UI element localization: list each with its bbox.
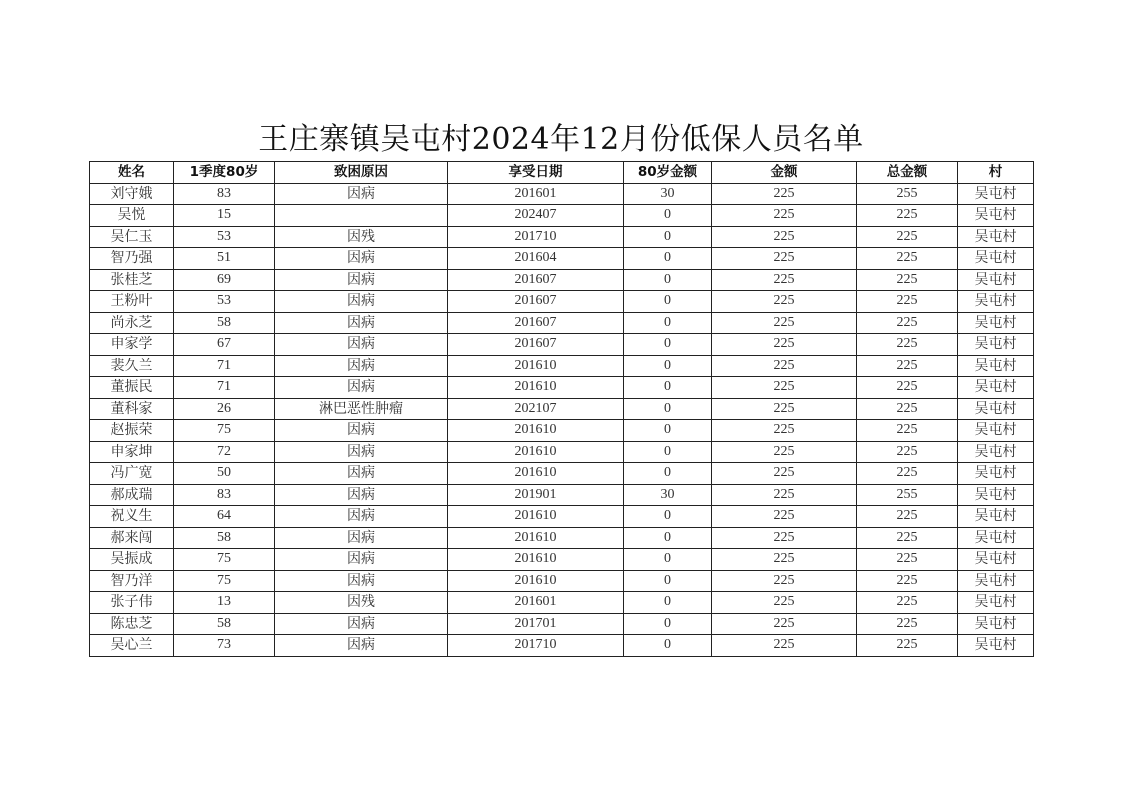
cell-village: 吴屯村 [958,484,1034,506]
cell-age-80-amount: 0 [624,613,712,635]
cell-amount: 225 [712,398,857,420]
cell-amount: 225 [712,549,857,571]
cell-age-80-amount: 0 [624,226,712,248]
cell-start-date: 201610 [448,377,624,399]
cell-q1-age-80: 83 [174,183,275,205]
cell-age-80-amount: 0 [624,312,712,334]
cell-start-date: 201710 [448,635,624,657]
cell-name: 尚永芝 [90,312,174,334]
cell-hardship-reason: 因病 [275,527,448,549]
cell-q1-age-80: 53 [174,226,275,248]
cell-total-amount: 225 [857,613,958,635]
header-hardship-reason: 致困原因 [275,162,448,184]
cell-amount: 225 [712,613,857,635]
cell-hardship-reason: 因病 [275,613,448,635]
cell-age-80-amount: 0 [624,377,712,399]
cell-q1-age-80: 75 [174,549,275,571]
cell-q1-age-80: 73 [174,635,275,657]
cell-start-date: 201610 [448,549,624,571]
cell-total-amount: 225 [857,527,958,549]
cell-village: 吴屯村 [958,420,1034,442]
cell-q1-age-80: 71 [174,377,275,399]
cell-q1-age-80: 58 [174,613,275,635]
cell-age-80-amount: 0 [624,441,712,463]
cell-hardship-reason: 因病 [275,269,448,291]
cell-start-date: 201610 [448,441,624,463]
header-q1-age-80: 1季度80岁 [174,162,275,184]
cell-age-80-amount: 0 [624,291,712,313]
cell-age-80-amount: 0 [624,420,712,442]
cell-age-80-amount: 0 [624,355,712,377]
table-row [90,205,1034,227]
cell-amount: 225 [712,355,857,377]
cell-total-amount: 225 [857,248,958,270]
recipient-table [89,161,1034,657]
cell-start-date: 201607 [448,291,624,313]
table-row [90,269,1034,291]
table-row [90,592,1034,614]
cell-village: 吴屯村 [958,549,1034,571]
cell-hardship-reason: 因病 [275,549,448,571]
cell-village: 吴屯村 [958,592,1034,614]
table-row [90,355,1034,377]
table-row [90,527,1034,549]
cell-start-date: 202107 [448,398,624,420]
table-row [90,441,1034,463]
cell-name: 祝义生 [90,506,174,528]
table-row [90,613,1034,635]
cell-hardship-reason: 因病 [275,420,448,442]
header-age-80-amount: 80岁金额 [624,162,712,184]
cell-total-amount: 225 [857,205,958,227]
cell-amount: 225 [712,205,857,227]
cell-amount: 225 [712,484,857,506]
cell-village: 吴屯村 [958,506,1034,528]
cell-village: 吴屯村 [958,183,1034,205]
cell-start-date: 201610 [448,355,624,377]
cell-hardship-reason: 因病 [275,312,448,334]
cell-amount: 225 [712,592,857,614]
cell-q1-age-80: 15 [174,205,275,227]
cell-age-80-amount: 30 [624,484,712,506]
cell-village: 吴屯村 [958,355,1034,377]
cell-name: 郝来闯 [90,527,174,549]
cell-age-80-amount: 0 [624,592,712,614]
cell-name: 申家坤 [90,441,174,463]
cell-q1-age-80: 53 [174,291,275,313]
cell-q1-age-80: 58 [174,312,275,334]
cell-age-80-amount: 0 [624,205,712,227]
cell-village: 吴屯村 [958,377,1034,399]
cell-name: 裴久兰 [90,355,174,377]
cell-hardship-reason: 因病 [275,506,448,528]
cell-total-amount: 225 [857,291,958,313]
cell-hardship-reason: 因病 [275,484,448,506]
cell-village: 吴屯村 [958,269,1034,291]
cell-age-80-amount: 0 [624,506,712,528]
cell-hardship-reason: 因病 [275,635,448,657]
cell-total-amount: 225 [857,377,958,399]
cell-amount: 225 [712,635,857,657]
cell-total-amount: 225 [857,570,958,592]
cell-age-80-amount: 0 [624,549,712,571]
table-row [90,484,1034,506]
cell-total-amount: 255 [857,484,958,506]
cell-hardship-reason: 淋巴恶性肿瘤 [275,398,448,420]
table-header-row [90,162,1034,184]
header-name: 姓名 [90,162,174,184]
cell-total-amount: 225 [857,312,958,334]
header-amount: 金额 [712,162,857,184]
table-row [90,334,1034,356]
cell-q1-age-80: 83 [174,484,275,506]
header-total-amount: 总金额 [857,162,958,184]
cell-amount: 225 [712,312,857,334]
cell-name: 吴仁玉 [90,226,174,248]
cell-q1-age-80: 72 [174,441,275,463]
cell-age-80-amount: 30 [624,183,712,205]
header-start-date: 享受日期 [448,162,624,184]
cell-start-date: 202407 [448,205,624,227]
cell-age-80-amount: 0 [624,248,712,270]
cell-village: 吴屯村 [958,248,1034,270]
table-row [90,570,1034,592]
cell-hardship-reason [275,205,448,227]
cell-hardship-reason: 因病 [275,377,448,399]
cell-amount: 225 [712,248,857,270]
cell-name: 申家学 [90,334,174,356]
cell-total-amount: 225 [857,355,958,377]
cell-name: 吴振成 [90,549,174,571]
cell-name: 董振民 [90,377,174,399]
cell-amount: 225 [712,463,857,485]
page-title: 王庄寨镇吴屯村2024年12月份低保人员名单 [258,122,864,157]
cell-village: 吴屯村 [958,463,1034,485]
table-row [90,312,1034,334]
cell-village: 吴屯村 [958,613,1034,635]
cell-name: 冯广宽 [90,463,174,485]
cell-amount: 225 [712,226,857,248]
cell-name: 陈忠芝 [90,613,174,635]
cell-total-amount: 225 [857,334,958,356]
table-row [90,248,1034,270]
cell-name: 智乃强 [90,248,174,270]
cell-village: 吴屯村 [958,570,1034,592]
cell-start-date: 201610 [448,463,624,485]
cell-total-amount: 225 [857,549,958,571]
cell-name: 吴悦 [90,205,174,227]
cell-total-amount: 255 [857,183,958,205]
cell-name: 吴心兰 [90,635,174,657]
cell-village: 吴屯村 [958,291,1034,313]
table-row [90,377,1034,399]
cell-q1-age-80: 50 [174,463,275,485]
cell-village: 吴屯村 [958,226,1034,248]
cell-amount: 225 [712,441,857,463]
cell-start-date: 201607 [448,269,624,291]
cell-age-80-amount: 0 [624,398,712,420]
cell-total-amount: 225 [857,441,958,463]
cell-start-date: 201710 [448,226,624,248]
cell-age-80-amount: 0 [624,570,712,592]
cell-name: 董科家 [90,398,174,420]
cell-name: 张子伟 [90,592,174,614]
table-body [90,183,1034,656]
cell-village: 吴屯村 [958,334,1034,356]
cell-amount: 225 [712,506,857,528]
cell-hardship-reason: 因病 [275,355,448,377]
cell-amount: 225 [712,334,857,356]
cell-start-date: 201610 [448,506,624,528]
cell-total-amount: 225 [857,226,958,248]
cell-village: 吴屯村 [958,312,1034,334]
cell-hardship-reason: 因残 [275,226,448,248]
cell-start-date: 201601 [448,183,624,205]
table-row [90,291,1034,313]
cell-name: 王粉叶 [90,291,174,313]
cell-start-date: 201901 [448,484,624,506]
cell-q1-age-80: 51 [174,248,275,270]
cell-amount: 225 [712,527,857,549]
cell-hardship-reason: 因病 [275,334,448,356]
cell-start-date: 201701 [448,613,624,635]
table-row [90,635,1034,657]
cell-q1-age-80: 26 [174,398,275,420]
cell-q1-age-80: 64 [174,506,275,528]
cell-q1-age-80: 71 [174,355,275,377]
table-row [90,226,1034,248]
cell-start-date: 201601 [448,592,624,614]
cell-village: 吴屯村 [958,527,1034,549]
table-row [90,549,1034,571]
cell-name: 张桂芝 [90,269,174,291]
cell-q1-age-80: 67 [174,334,275,356]
cell-name: 赵振荣 [90,420,174,442]
table-row [90,506,1034,528]
cell-start-date: 201610 [448,570,624,592]
cell-q1-age-80: 13 [174,592,275,614]
cell-amount: 225 [712,570,857,592]
cell-name: 刘守娥 [90,183,174,205]
cell-total-amount: 225 [857,269,958,291]
cell-amount: 225 [712,183,857,205]
cell-start-date: 201604 [448,248,624,270]
cell-total-amount: 225 [857,592,958,614]
cell-hardship-reason: 因病 [275,183,448,205]
cell-age-80-amount: 0 [624,269,712,291]
cell-start-date: 201610 [448,527,624,549]
cell-total-amount: 225 [857,463,958,485]
cell-q1-age-80: 69 [174,269,275,291]
cell-hardship-reason: 因病 [275,463,448,485]
cell-q1-age-80: 58 [174,527,275,549]
cell-q1-age-80: 75 [174,420,275,442]
cell-village: 吴屯村 [958,635,1034,657]
cell-hardship-reason: 因病 [275,291,448,313]
cell-age-80-amount: 0 [624,334,712,356]
cell-amount: 225 [712,291,857,313]
cell-start-date: 201607 [448,334,624,356]
cell-hardship-reason: 因病 [275,248,448,270]
table-row [90,398,1034,420]
cell-age-80-amount: 0 [624,635,712,657]
cell-total-amount: 225 [857,398,958,420]
cell-hardship-reason: 因病 [275,441,448,463]
table-row [90,420,1034,442]
cell-hardship-reason: 因残 [275,592,448,614]
cell-name: 郝成瑞 [90,484,174,506]
cell-total-amount: 225 [857,420,958,442]
cell-village: 吴屯村 [958,205,1034,227]
cell-amount: 225 [712,377,857,399]
cell-total-amount: 225 [857,635,958,657]
header-village: 村 [958,162,1034,184]
cell-q1-age-80: 75 [174,570,275,592]
cell-age-80-amount: 0 [624,463,712,485]
cell-start-date: 201610 [448,420,624,442]
cell-village: 吴屯村 [958,398,1034,420]
cell-village: 吴屯村 [958,441,1034,463]
table-row [90,183,1034,205]
table-row [90,463,1034,485]
cell-start-date: 201607 [448,312,624,334]
cell-total-amount: 225 [857,506,958,528]
cell-age-80-amount: 0 [624,527,712,549]
cell-amount: 225 [712,420,857,442]
cell-name: 智乃洋 [90,570,174,592]
cell-hardship-reason: 因病 [275,570,448,592]
cell-amount: 225 [712,269,857,291]
